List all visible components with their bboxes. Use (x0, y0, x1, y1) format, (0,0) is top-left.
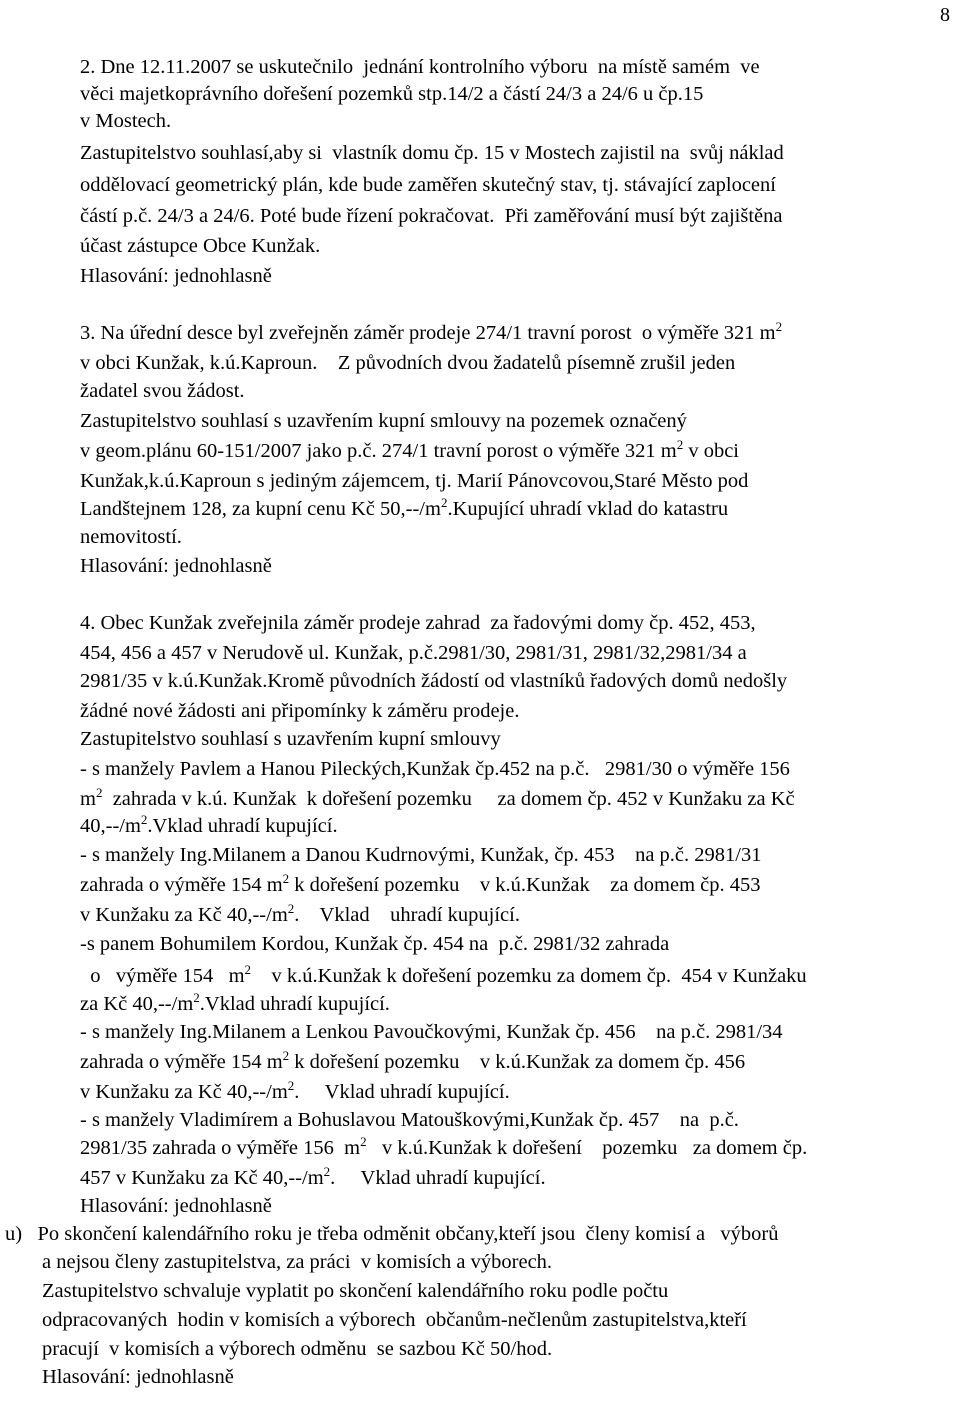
text-line (80, 203, 783, 229)
superscript: 2 (287, 901, 295, 917)
superscript: 2 (193, 990, 200, 1006)
text-run: . Vklad uhradí kupující. (294, 904, 520, 926)
text-run: žádné nové žádosti ani připomínky k záměru prodeje. (80, 700, 520, 722)
page-number: 8 (940, 4, 950, 26)
text-run: a nejsou členy zastupitelstva, za práci v komisích a výborech. (42, 1251, 553, 1273)
text-run: Zastupitelstvo souhlasí s uzavřením kupní smlouvy (80, 728, 501, 750)
text-line (80, 438, 739, 464)
text-run: - s manžely Pavlem a Hanou Pileckých,Kunžak čp.452 na p.č. 2981/30 o výměře 156 (80, 758, 790, 780)
text-line (80, 698, 519, 724)
superscript: 2 (360, 1134, 367, 1150)
text-line (80, 842, 761, 868)
text-line (80, 496, 728, 522)
text-run: .Vklad uhradí kupující. (147, 815, 338, 837)
text-line (80, 320, 782, 346)
text-run: odpracovaných hodin v komisích a výborech občanům-nečlenům zastupitelstva,kteří (42, 1309, 747, 1331)
text-line (80, 931, 669, 957)
text-run: zahrada v k.ú. Kunžak k dořešení pozemku za domem čp. 452 v Kunžaku za Kč (102, 788, 795, 810)
text-run: - s manžely Ing.Milanem a Danou Kudrnovými, Kunžak, čp. 453 na p.č. 2981/31 (80, 844, 762, 866)
text-line (80, 1019, 783, 1045)
text-line (42, 1249, 552, 1275)
text-run: v obci (683, 440, 739, 462)
superscript: 2 (440, 495, 448, 511)
text-line (80, 1049, 745, 1075)
text-run: žadatel svou žádost. (80, 380, 245, 402)
text-run: v obci Kunžak, k.ú.Kaproun. Z původních dvou žadatelů písemně zrušil jeden (80, 352, 736, 374)
text-run: - s manžely Ing.Milanem a Lenkou Pavoučkovými, Kunžak čp. 456 na p.č. 2981/34 (80, 1021, 783, 1043)
text-line (80, 756, 790, 782)
text-line (80, 726, 501, 752)
text-line (5, 1221, 779, 1247)
text-run: u) Po skončení kalendářního roku je třeba odměnit občany,kteří jsou členy komisí a výborů (5, 1223, 779, 1245)
text-run: 454, 456 a 457 v Nerudově ul. Kunžak, p.č.2981/30, 2981/31, 2981/32,2981/34 a (80, 642, 747, 664)
text-run: . Vklad uhradí kupující. (330, 1167, 546, 1189)
text-run: v k.ú.Kunžak k dořešení pozemku za domem čp. (366, 1137, 808, 1159)
text-run: částí p.č. 24/3 a 24/6. Poté bude řízení pokračovat. Při zaměřování musí být zajištěna (80, 205, 783, 227)
text-run: Hlasování: jednohlasně (80, 555, 272, 577)
text-line (80, 1165, 546, 1191)
text-run: zahrada o výměře 154 m (80, 874, 283, 896)
text-run: 40,--/m (80, 815, 141, 837)
text-run: k dořešení pozemku v k.ú.Kunžak za domem čp. 456 (289, 1051, 746, 1073)
text-run: .Vklad uhradí kupující. (199, 993, 390, 1015)
text-run: v Kunžaku za Kč 40,--/m (80, 1081, 288, 1103)
text-run: pracují v komisích a výborech odměnu se sazbou Kč 50/hod. (42, 1338, 553, 1360)
text-run: účast zástupce Obce Kunžak. (80, 235, 321, 257)
text-run: Zastupitelstvo souhlasí,aby si vlastník domu čp. 15 v Mostech zajistil na svůj náklad (80, 142, 784, 164)
text-run: 2981/35 v k.ú.Kunžak.Kromě původních žádostí od vlastníků řadových domů nedošly (80, 670, 788, 692)
text-run: 2981/35 zahrada o výměře 156 m (80, 1137, 361, 1159)
text-run: m (80, 788, 96, 810)
text-line (80, 553, 272, 579)
superscript: 2 (244, 962, 252, 978)
text-run: Zastupitelstvo schvaluje vyplatit po skončení kalendářního roku podle počtu (42, 1280, 669, 1302)
text-line (42, 1364, 234, 1390)
text-run: Landštejnem 128, za kupní cenu Kč 50,--/m (80, 498, 441, 520)
text-line (80, 872, 761, 898)
superscript: 2 (140, 812, 148, 828)
text-line (80, 54, 760, 80)
text-run: v Kunžaku za Kč 40,--/m (80, 904, 288, 926)
text-run: v Mostech. (80, 110, 172, 132)
text-run: o výměře 154 m (80, 965, 245, 987)
text-line (80, 963, 807, 989)
text-line (80, 1107, 739, 1133)
text-run: zahrada o výměře 154 m (80, 1051, 283, 1073)
text-line (80, 524, 182, 550)
text-run: oddělovací geometrický plán, kde bude zaměřen skutečný stav, tj. stávající zaplocení (80, 174, 776, 196)
text-run: Hlasování: jednohlasně (80, 265, 272, 287)
text-run: Hlasování: jednohlasně (80, 1195, 272, 1217)
text-run: 2. Dne 12.11.2007 se uskutečnilo jednání kontrolního výboru na místě samém ve (80, 56, 760, 78)
text-line (80, 991, 390, 1017)
superscript: 2 (282, 871, 290, 887)
text-run: k dořešení pozemku v k.ú.Kunžak za domem čp. 453 (289, 874, 761, 896)
superscript: 2 (95, 785, 103, 801)
superscript: 2 (282, 1048, 290, 1064)
text-line (80, 1193, 272, 1219)
text-run: Kunžak,k.ú.Kaproun s jediným zájemcem, tj. Marií Pánovcovou,Staré Město pod (80, 470, 749, 492)
text-line (80, 786, 795, 812)
text-line (80, 468, 748, 494)
superscript: 2 (676, 437, 684, 453)
text-line (80, 668, 787, 694)
text-run: Zastupitelstvo souhlasí s uzavřením kupní smlouvy na pozemek označený (80, 410, 687, 432)
text-line (80, 1135, 807, 1161)
superscript: 2 (287, 1078, 295, 1094)
superscript: 2 (323, 1164, 331, 1180)
text-line (80, 610, 756, 636)
text-run: .Kupující uhradí vklad do katastru (447, 498, 729, 520)
text-line (80, 108, 171, 134)
text-line (80, 172, 776, 198)
text-run: 4. Obec Kunžak zveřejnila záměr prodeje zahrad za řadovými domy čp. 452, 453, (80, 612, 756, 634)
text-run: 3. Na úřední desce byl zveřejněn záměr prodeje 274/1 travní porost o výměře 321 m (80, 322, 776, 344)
text-line (80, 813, 338, 839)
text-line (42, 1307, 747, 1333)
text-line (80, 140, 784, 166)
text-run: . Vklad uhradí kupující. (294, 1081, 510, 1103)
text-line (80, 263, 272, 289)
text-line (80, 640, 747, 666)
text-line (80, 408, 687, 434)
text-run: za Kč 40,--/m (80, 993, 194, 1015)
text-line (42, 1336, 552, 1362)
text-run: nemovitostí. (80, 526, 182, 548)
text-run: -s panem Bohumilem Kordou, Kunžak čp. 454 na p.č. 2981/32 zahrada (80, 933, 670, 955)
text-line (80, 350, 735, 376)
text-line (80, 233, 320, 259)
text-line (80, 902, 520, 928)
text-run: 457 v Kunžaku za Kč 40,--/m (80, 1167, 324, 1189)
text-run: v k.ú.Kunžak k dořešení pozemku za domem čp. 454 v Kunžaku (251, 965, 807, 987)
text-line (42, 1278, 668, 1304)
text-run: Hlasování: jednohlasně (42, 1366, 234, 1388)
text-line (80, 1079, 510, 1105)
text-line (80, 81, 703, 107)
text-run: v geom.plánu 60-151/2007 jako p.č. 274/1 travní porost o výměře 321 m (80, 440, 677, 462)
superscript: 2 (775, 319, 783, 335)
text-line (80, 378, 245, 404)
text-run: věci majetkoprávního dořešení pozemků stp.14/2 a částí 24/3 a 24/6 u čp.15 (80, 83, 704, 105)
text-run: - s manžely Vladimírem a Bohuslavou Matouškovými,Kunžak čp. 457 na p.č. (80, 1109, 739, 1131)
